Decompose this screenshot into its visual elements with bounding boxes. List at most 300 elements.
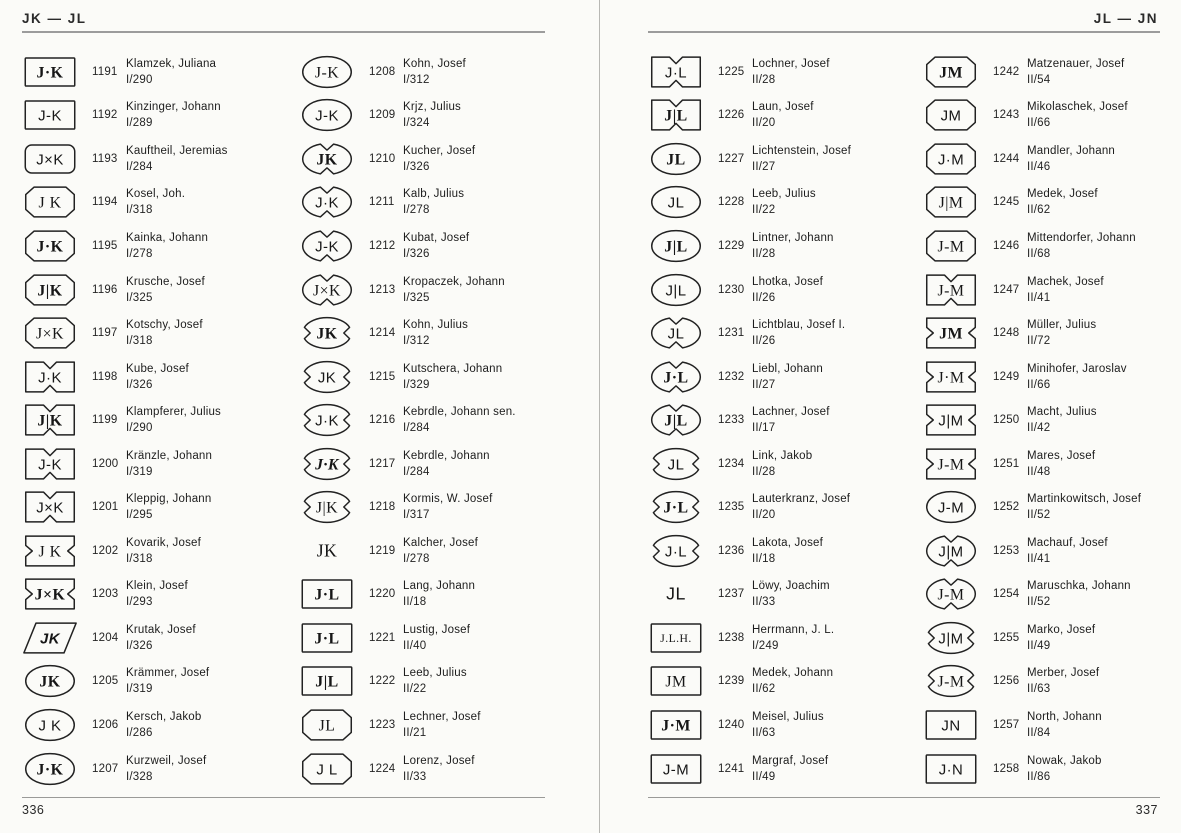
svg-text:JK: JK <box>316 325 338 343</box>
svg-text:J|L: J|L <box>664 412 688 430</box>
entry-row <box>648 137 900 181</box>
svg-text:J-K: J-K <box>315 238 339 256</box>
entry-number: 1206 <box>92 718 119 731</box>
entry-name: Matzenauer, Josef <box>1027 57 1125 70</box>
entry-reference: I/319 <box>126 465 153 478</box>
entry-row <box>299 355 551 399</box>
mark-stamp <box>923 445 979 483</box>
mark-stamp <box>648 53 704 91</box>
entry-row <box>923 660 1175 704</box>
entry-reference: II/20 <box>752 117 776 130</box>
entry-reference: II/22 <box>752 204 776 217</box>
entry-row <box>923 311 1175 355</box>
mark-stamp <box>299 401 355 439</box>
mark-oval-icon <box>923 488 979 526</box>
entry-reference: II/63 <box>1027 683 1051 696</box>
entry-row <box>299 442 551 486</box>
mark-stamp <box>648 750 704 788</box>
entry-name: Kohn, Julius <box>403 319 469 332</box>
mark-octagon-icon <box>22 271 78 309</box>
svg-text:J|M: J|M <box>938 543 964 561</box>
entry-reference: II/28 <box>752 465 776 478</box>
mark-rrect-icon <box>22 140 78 178</box>
entry-number: 1198 <box>92 370 118 383</box>
entry-reference: I/325 <box>403 291 430 304</box>
entry-reference: II/33 <box>403 770 427 783</box>
entry-reference: I/249 <box>752 639 779 652</box>
entry-number: 1223 <box>369 718 396 731</box>
svg-text:J-K: J-K <box>314 64 340 82</box>
mark-stamp <box>22 532 78 570</box>
entry-reference: I/325 <box>126 291 153 304</box>
entry-number: 1241 <box>718 762 745 775</box>
mark-oval-ntb-icon <box>299 271 355 309</box>
mark-stamp <box>299 183 355 221</box>
svg-text:J-M: J-M <box>937 282 965 300</box>
entry-row <box>299 137 551 181</box>
entry-number: 1248 <box>993 327 1020 340</box>
mark-stamp <box>22 445 78 483</box>
svg-text:J-M: J-M <box>937 499 965 517</box>
entry-name: Kubat, Josef <box>403 231 470 244</box>
mark-oval-ntb-icon <box>299 227 355 265</box>
page-number-right: 337 <box>1135 803 1158 817</box>
entry-text <box>752 667 900 695</box>
entry-name: Leeb, Julius <box>752 188 816 201</box>
svg-text:J|M: J|M <box>938 630 964 648</box>
entry-reference: II/18 <box>403 596 427 609</box>
mark-octagon-icon <box>299 706 355 744</box>
entry-text <box>1027 580 1175 608</box>
mark-octagon-icon <box>22 314 78 352</box>
entry-number: 1253 <box>993 544 1020 557</box>
svg-text:J K: J K <box>38 717 62 735</box>
entry-text <box>752 276 900 304</box>
entry-text <box>126 188 274 216</box>
mark-stamp <box>22 401 78 439</box>
entry-name: Lakota, Josef <box>752 536 824 549</box>
mark-oval-nlr-icon <box>299 488 355 526</box>
mark-oval-icon <box>299 53 355 91</box>
entry-reference: I/319 <box>126 683 153 696</box>
entry-name: Klampferer, Julius <box>126 406 221 419</box>
mark-stamp <box>923 401 979 439</box>
entry-text <box>403 101 551 129</box>
svg-text:JL: JL <box>667 195 685 213</box>
entry-name: Kinzinger, Johann <box>126 101 221 114</box>
mark-oval-icon <box>648 271 704 309</box>
mark-rect-icon <box>22 53 78 91</box>
entry-text <box>126 711 274 739</box>
entry-text <box>1027 624 1175 652</box>
entry-row <box>22 660 274 704</box>
page-divider <box>599 0 600 833</box>
mark-stamp <box>648 183 704 221</box>
entry-row <box>923 616 1175 660</box>
svg-text:J|K: J|K <box>315 499 339 517</box>
mark-stamp <box>22 227 78 265</box>
entry-number: 1212 <box>369 239 396 252</box>
entry-number: 1218 <box>369 501 396 514</box>
mark-notch-tb-icon <box>22 488 78 526</box>
entry-reference: II/62 <box>1027 204 1051 217</box>
entry-number: 1256 <box>993 675 1020 688</box>
entry-reference: II/40 <box>403 639 427 652</box>
mark-stamp <box>923 532 979 570</box>
svg-text:J×K: J×K <box>36 325 64 343</box>
svg-text:JK: JK <box>317 369 337 387</box>
entry-name: Lhotka, Josef <box>752 275 824 288</box>
mark-stamp <box>299 96 355 134</box>
entry-row <box>22 573 274 617</box>
entry-row <box>299 94 551 138</box>
entry-text <box>1027 755 1175 783</box>
page-header-left: JK — JL <box>22 11 87 26</box>
entry-text <box>403 450 551 478</box>
svg-text:J-M: J-M <box>937 674 965 692</box>
mark-rect-icon <box>648 706 704 744</box>
entry-text <box>403 580 551 608</box>
entry-name: Kotschy, Josef <box>126 319 203 332</box>
entry-row <box>923 50 1175 94</box>
entry-text <box>126 145 274 173</box>
mark-oval-nlr-icon <box>648 445 704 483</box>
entry-row <box>648 573 900 617</box>
entry-number: 1215 <box>369 370 396 383</box>
entry-text <box>126 537 274 565</box>
entry-number: 1205 <box>92 675 119 688</box>
entry-number: 1258 <box>993 762 1020 775</box>
mark-notch-tb-icon <box>648 53 704 91</box>
entry-row <box>22 224 274 268</box>
entry-name: Löwy, Joachim <box>752 580 830 593</box>
entry-name: Lachner, Josef <box>752 406 830 419</box>
mark-oval-ntb-icon <box>299 183 355 221</box>
entry-number: 1228 <box>718 196 745 209</box>
svg-text:J.L.H.: J.L.H. <box>660 632 692 646</box>
entry-name: Merber, Josef <box>1027 667 1100 680</box>
entry-text <box>1027 493 1175 521</box>
page-left <box>22 0 545 833</box>
entry-row <box>299 747 551 791</box>
footer-rule-right <box>648 797 1160 798</box>
mark-stamp <box>923 488 979 526</box>
svg-text:JM: JM <box>939 64 963 82</box>
svg-text:J K: J K <box>38 543 62 561</box>
mark-stamp <box>923 575 979 613</box>
entry-row <box>22 311 274 355</box>
svg-text:J-M: J-M <box>937 456 965 474</box>
entry-number: 1230 <box>718 283 745 296</box>
entry-row <box>299 50 551 94</box>
svg-text:JM: JM <box>939 325 963 343</box>
svg-text:J·K: J·K <box>36 761 64 779</box>
entry-row <box>22 747 274 791</box>
entry-reference: I/286 <box>126 726 153 739</box>
entry-row <box>923 224 1175 268</box>
mark-stamp <box>923 706 979 744</box>
entry-reference: I/278 <box>403 552 430 565</box>
entry-name: Herrmann, J. L. <box>752 623 835 636</box>
entry-reference: I/324 <box>403 117 430 130</box>
entry-reference: II/54 <box>1027 73 1051 86</box>
entry-text <box>403 276 551 304</box>
mark-stamp <box>648 401 704 439</box>
svg-text:J·K: J·K <box>38 369 62 387</box>
entry-row <box>923 137 1175 181</box>
svg-text:JM: JM <box>940 107 962 125</box>
svg-text:J|K: J|K <box>37 412 63 430</box>
entry-name: Kucher, Josef <box>403 144 476 157</box>
entry-reference: II/84 <box>1027 726 1051 739</box>
entry-name: Link, Jakob <box>752 449 813 462</box>
entry-reference: I/290 <box>126 73 153 86</box>
mark-oval-ntb-icon <box>648 358 704 396</box>
page-right <box>648 0 1160 833</box>
entry-reference: II/26 <box>752 291 776 304</box>
entry-name: Medek, Johann <box>752 667 834 680</box>
entry-name: Kurzweil, Josef <box>126 754 207 767</box>
entry-number: 1216 <box>369 414 396 427</box>
svg-text:JM: JM <box>665 674 687 692</box>
mark-oval-icon <box>648 140 704 178</box>
entry-name: Klein, Josef <box>126 580 188 593</box>
entry-reference: II/72 <box>1027 335 1051 348</box>
svg-text:JK: JK <box>39 630 61 648</box>
entry-number: 1252 <box>993 501 1020 514</box>
header-rule-right <box>648 31 1160 33</box>
mark-oval-icon <box>648 183 704 221</box>
svg-text:J×K: J×K <box>313 282 341 300</box>
entry-row <box>299 573 551 617</box>
mark-stamp <box>299 706 355 744</box>
mark-stamp <box>299 358 355 396</box>
entry-row <box>648 747 900 791</box>
entry-number: 1201 <box>92 501 119 514</box>
entry-name: Medek, Josef <box>1027 188 1098 201</box>
entry-name: Kauftheil, Jeremias <box>126 144 228 157</box>
entry-reference: II/28 <box>752 247 776 260</box>
entry-number: 1239 <box>718 675 745 688</box>
mark-stamp <box>22 53 78 91</box>
entry-name: Kropaczek, Johann <box>403 275 505 288</box>
entry-row <box>22 398 274 442</box>
entry-number: 1209 <box>369 109 396 122</box>
mark-oval-ntb-icon <box>923 575 979 613</box>
entry-text <box>403 363 551 391</box>
entry-text <box>752 101 900 129</box>
mark-oval-nlr-icon <box>923 662 979 700</box>
svg-text:J|M: J|M <box>938 195 964 213</box>
mark-oval-icon <box>648 227 704 265</box>
entry-number: 1203 <box>92 588 119 601</box>
svg-text:J-M: J-M <box>937 238 965 256</box>
entry-row <box>299 224 551 268</box>
entry-number: 1242 <box>993 65 1020 78</box>
svg-text:J·K: J·K <box>315 456 339 474</box>
mark-octagon-icon <box>22 227 78 265</box>
entry-name: Kebrdle, Johann <box>403 449 490 462</box>
svg-text:JL: JL <box>667 456 685 474</box>
entry-row <box>22 442 274 486</box>
entry-reference: II/27 <box>752 160 776 173</box>
mark-rect-icon <box>923 706 979 744</box>
entry-number: 1222 <box>369 675 396 688</box>
mark-stamp <box>299 314 355 352</box>
entry-name: Kränzle, Johann <box>126 449 213 462</box>
entry-text <box>403 667 551 695</box>
entry-number: 1219 <box>369 544 396 557</box>
entry-row <box>648 660 900 704</box>
entry-reference: I/284 <box>403 422 430 435</box>
mark-stamp <box>22 488 78 526</box>
entry-row <box>648 703 900 747</box>
entry-row <box>22 94 274 138</box>
entry-name: Macht, Julius <box>1027 406 1097 419</box>
header-rule-left <box>22 31 545 33</box>
entry-row <box>299 703 551 747</box>
mark-stamp <box>923 53 979 91</box>
entry-text <box>126 755 274 783</box>
entry-number: 1236 <box>718 544 745 557</box>
entry-number: 1192 <box>92 109 118 122</box>
mark-octagon-icon <box>923 53 979 91</box>
entry-text <box>752 580 900 608</box>
mark-oval-nlr-icon <box>648 488 704 526</box>
entry-reference: I/284 <box>403 465 430 478</box>
entry-reference: II/33 <box>752 596 776 609</box>
svg-text:J·L: J·L <box>663 499 689 517</box>
entry-number: 1210 <box>369 152 396 165</box>
entry-row <box>648 268 900 312</box>
entry-text <box>126 276 274 304</box>
mark-notch-lr-icon <box>22 575 78 613</box>
svg-text:J×K: J×K <box>34 586 66 604</box>
svg-text:J-K: J-K <box>38 107 62 125</box>
mark-oval-nlr-icon <box>648 532 704 570</box>
entry-row <box>299 616 551 660</box>
entry-row <box>923 355 1175 399</box>
entry-name: Krutak, Josef <box>126 623 196 636</box>
entry-number: 1202 <box>92 544 119 557</box>
entry-reference: II/22 <box>403 683 427 696</box>
mark-oval-ntb-icon <box>299 140 355 178</box>
mark-stamp <box>923 358 979 396</box>
mark-stamp <box>299 227 355 265</box>
entry-reference: I/326 <box>403 160 430 173</box>
entry-name: Kalcher, Josef <box>403 536 479 549</box>
entry-row <box>22 703 274 747</box>
svg-text:J·M: J·M <box>937 369 965 387</box>
entry-number: 1207 <box>92 762 119 775</box>
entry-number: 1227 <box>718 152 745 165</box>
entry-name: Lochner, Josef <box>752 57 830 70</box>
entry-reference: II/42 <box>1027 422 1051 435</box>
entry-number: 1257 <box>993 718 1020 731</box>
mark-notch-tb-icon <box>22 358 78 396</box>
entry-name: Mares, Josef <box>1027 449 1096 462</box>
entry-row <box>923 485 1175 529</box>
mark-notch-tb-icon <box>22 445 78 483</box>
entry-name: Krusche, Josef <box>126 275 205 288</box>
entry-number: 1199 <box>92 414 118 427</box>
entry-reference: II/21 <box>403 726 427 739</box>
entry-row <box>22 485 274 529</box>
entry-text <box>752 450 900 478</box>
entry-row <box>648 181 900 225</box>
entry-text <box>1027 232 1175 260</box>
mark-rect-icon <box>648 662 704 700</box>
entry-row <box>923 529 1175 573</box>
mark-stamp <box>648 271 704 309</box>
mark-octagon-icon <box>923 96 979 134</box>
entry-row <box>923 703 1175 747</box>
svg-text:J·K: J·K <box>36 238 64 256</box>
entry-number: 1197 <box>92 327 118 340</box>
entry-name: Lechner, Josef <box>403 710 481 723</box>
mark-notch-lr-icon <box>923 314 979 352</box>
entry-text <box>752 493 900 521</box>
entry-name: Leeb, Julius <box>403 667 467 680</box>
entry-reference: I/318 <box>126 552 153 565</box>
entry-text <box>126 58 274 86</box>
mark-stamp <box>923 750 979 788</box>
mark-stamp <box>923 140 979 178</box>
entry-row <box>648 398 900 442</box>
entry-number: 1191 <box>92 65 118 78</box>
entry-text <box>1027 188 1175 216</box>
entry-number: 1254 <box>993 588 1020 601</box>
entry-number: 1251 <box>993 457 1020 470</box>
entry-reference: II/49 <box>752 770 776 783</box>
svg-text:J|M: J|M <box>938 412 964 430</box>
entry-name: Mikolaschek, Josef <box>1027 101 1128 114</box>
entry-number: 1221 <box>369 631 396 644</box>
svg-text:J|K: J|K <box>37 282 63 300</box>
entry-row <box>22 355 274 399</box>
entry-reference: I/326 <box>126 378 153 391</box>
entry-number: 1233 <box>718 414 745 427</box>
entry-name: Klamzek, Juliana <box>126 57 217 70</box>
entry-reference: II/26 <box>752 335 776 348</box>
entry-number: 1225 <box>718 65 745 78</box>
entry-name: Lang, Johann <box>403 580 476 593</box>
entry-name: Marko, Josef <box>1027 623 1096 636</box>
entry-name: Kainka, Johann <box>126 231 209 244</box>
entry-name: Kube, Josef <box>126 362 189 375</box>
mark-stamp <box>923 662 979 700</box>
mark-stamp <box>299 532 355 570</box>
entry-text <box>126 363 274 391</box>
mark-oval-ntb-icon <box>923 532 979 570</box>
mark-stamp <box>22 183 78 221</box>
entry-text <box>752 319 900 347</box>
svg-text:J|L: J|L <box>664 107 688 125</box>
entry-reference: I/329 <box>403 378 430 391</box>
entry-name: Kormis, W. Josef <box>403 493 493 506</box>
mark-par-icon <box>22 619 78 657</box>
entry-reference: II/27 <box>752 378 776 391</box>
entry-text <box>126 319 274 347</box>
entry-number: 1250 <box>993 414 1020 427</box>
entry-number: 1224 <box>369 762 396 775</box>
entry-text <box>752 406 900 434</box>
entry-row <box>22 268 274 312</box>
entry-reference: I/295 <box>126 509 153 522</box>
entry-name: Maruschka, Johann <box>1027 580 1131 593</box>
entry-row <box>299 529 551 573</box>
entry-number: 1229 <box>718 239 745 252</box>
